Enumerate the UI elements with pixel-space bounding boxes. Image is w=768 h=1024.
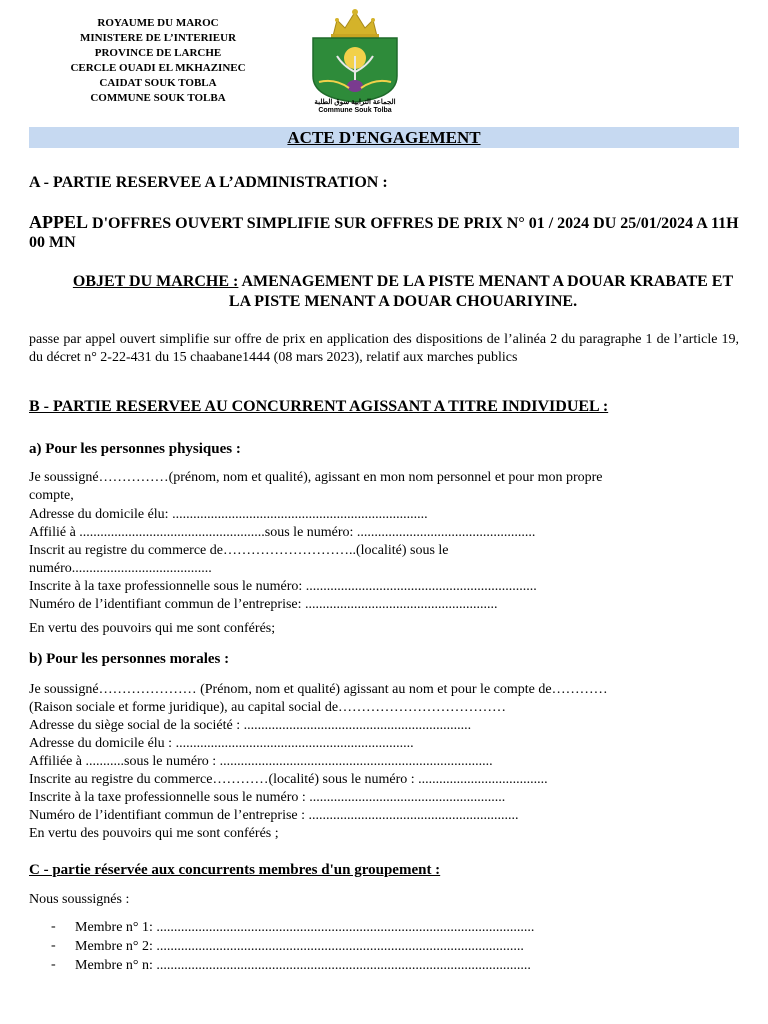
appel-first-word: APPEL (29, 212, 89, 232)
header-line: CERCLE OUADI EL MKHAZINEC (70, 62, 246, 74)
header-line: PROVINCE DE LARCHE (94, 47, 222, 59)
groupement-intro: Nous soussignés : (29, 892, 130, 907)
appel-offres-title (29, 213, 739, 252)
header-line: ROYAUME DU MAROC (97, 17, 219, 29)
morales-line: Numéro de l’identifiant commun de l’entreprise : ............................................................ (29, 808, 519, 823)
list-bullet-dash: - (51, 957, 56, 972)
objet-marche (60, 272, 746, 312)
physiques-heading: a) Pour les personnes physiques : (29, 441, 241, 457)
crest-caption-french: Commune Souk Tolba (318, 107, 392, 114)
objet-text: AMENAGEMENT DE LA PISTE MENANT A DOUAR KRABATE ET LA PISTE MENANT A DOUAR CHOUARIYINE. (228, 273, 734, 310)
physiques-line: Adresse du domicile élu: ......................................................................... (29, 507, 428, 522)
morales-line: Adresse du domicile élu : .................................................................... (29, 736, 414, 751)
appel-rest: D'OFFRES OUVERT SIMPLIFIE SUR OFFRES DE PRIX N° 01 / 2024 DU 25/01/2024 A 11H 00 MN (29, 215, 739, 251)
header-line: MINISTERE DE L’INTERIEUR (79, 32, 237, 44)
section-c-heading: C - partie réservée aux concurrents membres d'un groupement : (29, 862, 441, 878)
crest-caption (300, 99, 410, 115)
membre-line: Membre n° 2: ......................................................................................................... (75, 939, 524, 954)
physiques-line: Inscrit au registre du commerce de………………………..(localité) sous le (29, 543, 449, 558)
physiques-line: Inscrite à la taxe professionnelle sous le numéro: .................................................................. (29, 579, 537, 594)
physiques-line: En vertu des pouvoirs qui me sont conférés; (29, 621, 276, 636)
section-b-heading: B - PARTIE RESERVEE AU CONCURRENT AGISSANT A TITRE INDIVIDUEL : (29, 398, 609, 415)
membre-line: Membre n° n: ........................................................................................................... (75, 958, 531, 973)
morales-line: (Raison sociale et forme juridique), au capital social de……………………………… (29, 700, 507, 715)
physiques-line: compte, (29, 488, 74, 503)
administration-header (28, 16, 288, 106)
morales-line: Je soussigné………………… (Prénom, nom et qualité) agissant au nom et pour le compte de………… (29, 682, 608, 697)
header-line: COMMUNE SOUK TOLBA (90, 92, 226, 104)
header-line: CAIDAT SOUK TOBLA (99, 77, 217, 89)
list-bullet-dash: - (51, 919, 56, 934)
morales-line: Adresse du siège social de la société : ................................................................. (29, 718, 472, 733)
section-a-heading: A - PARTIE RESERVEE A L’ADMINISTRATION : (29, 174, 388, 191)
physiques-line: numéro........................................ (29, 561, 212, 576)
objet-label: OBJET DU MARCHE : (72, 273, 239, 290)
membre-line: Membre n° 1: ............................................................................................................ (75, 920, 535, 935)
physiques-line: Affilié à .....................................................sous le numéro: ................................................... (29, 525, 536, 540)
list-bullet-dash: - (51, 938, 56, 953)
physiques-line: Numéro de l’identifiant commun de l’entreprise: ....................................................... (29, 597, 498, 612)
legal-paragraph: passe par appel ouvert simplifie sur offre de prix en application des dispositions de l’alinéa 2 du paragraphe 1 de l’article 19, du décret n° 2-22-431 du 15 chaabane1444 (08 mars 2023), relatif aux marches publics (29, 332, 739, 365)
morales-heading: b) Pour les personnes morales : (29, 651, 230, 667)
morales-line: Affiliée à ...........sous le numéro : .............................................................................. (29, 754, 493, 769)
morales-line: Inscrite à la taxe professionnelle sous le numéro : ........................................................ (29, 790, 506, 805)
crest-caption-arabic: الجماعة الترابية سوق الطلبة (314, 99, 396, 106)
morales-line: Inscrite au registre du commerce…………(localité) sous le numéro : ..................................... (29, 772, 548, 787)
morales-line: En vertu des pouvoirs qui me sont conférés ; (29, 826, 279, 841)
document-title-bar (29, 127, 739, 148)
physiques-line: Je soussigné……………(prénom, nom et qualité), agissant en mon nom personnel et pour mon propre (29, 470, 603, 485)
document-title: ACTE D'ENGAGEMENT (287, 128, 481, 147)
